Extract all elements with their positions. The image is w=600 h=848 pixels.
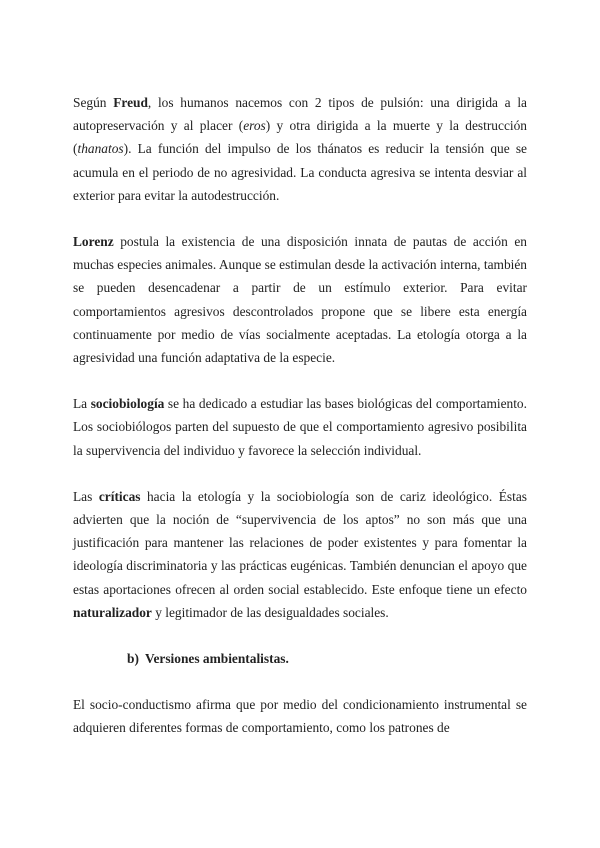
paragraph-text: ). La función del impulso de los thánatos es reducir la tensión que se acumula en el periodo de no agresividad. La conducta agresiva se intenta desviar al exterior para evitar la autodestrucción. xyxy=(73,141,527,203)
paragraph-text: hacia la etología y la sociobiología son de cariz ideológico. Éstas advierten que la noción de “supervivencia de los aptos” no son más que una justificación para mantener las relaciones de poder existentes y para fomentar la ideología discriminatoria y las prácticas eugénicas. También denuncian el apoyo que estas aportaciones ofrecen al orden social establecido. Este enfoque tiene un efecto xyxy=(73,488,527,597)
paragraph-spacer xyxy=(73,207,527,230)
paragraph-text: La xyxy=(73,396,91,412)
term-thanatos: thanatos xyxy=(77,141,124,157)
paragraph-socio-conductismo xyxy=(73,693,527,739)
heading-title: Versiones ambientalistas. xyxy=(145,651,289,667)
term-sociobiologia: sociobiología xyxy=(90,396,165,412)
paragraph-text: ) y otra dirigida a la muerte y la destrucción ( xyxy=(73,118,527,157)
term-criticas: críticas xyxy=(98,488,141,504)
paragraph-lorenz xyxy=(73,230,527,369)
paragraph-text: Las xyxy=(73,488,99,504)
paragraph-sociobiologia xyxy=(73,392,527,462)
paragraph-freud xyxy=(73,91,527,207)
paragraph-spacer xyxy=(73,624,527,647)
term-naturalizador: naturalizador xyxy=(73,604,152,620)
heading-number: b) xyxy=(127,651,139,667)
paragraph-text: se ha dedicado a estudiar las bases biológicas del comportamiento. Los sociobiólogos parten del supuesto de que el comportamiento agresivo posibilita la supervivencia del individuo y favorece la selección individual. xyxy=(73,396,527,458)
paragraph-text: postula la existencia de una disposición innata de pautas de acción en muchas especies animales. Aunque se estimulan desde la activación interna, también se pueden desencadenar a partir de un estímulo exterior. Para evitar comportamientos agresivos descontrolados propone que se libere esta energía continuamente por medio de vías socialmente aceptadas. La etología otorga a la agresividad una función adaptativa de la especie. xyxy=(73,234,527,366)
paragraph-spacer xyxy=(73,670,527,693)
paragraph-text: El socio-conductismo afirma que por medio del condicionamiento instrumental se adquieren diferentes formas de comportamiento, como los patrones de xyxy=(73,697,527,736)
term-eros: eros xyxy=(243,118,266,134)
term-lorenz: Lorenz xyxy=(73,234,114,250)
section-heading xyxy=(73,647,527,670)
paragraph-text: , los humanos nacemos con 2 tipos de pulsión: una dirigida a la autopreservación y al placer ( xyxy=(73,95,527,134)
paragraph-spacer xyxy=(73,369,527,392)
paragraph-text: y legitimador de las desigualdades sociales. xyxy=(151,604,389,620)
term-freud: Freud xyxy=(113,95,148,110)
paragraph-criticas xyxy=(73,485,527,624)
paragraph-text: Según xyxy=(73,95,114,110)
paragraph-spacer xyxy=(73,462,527,485)
